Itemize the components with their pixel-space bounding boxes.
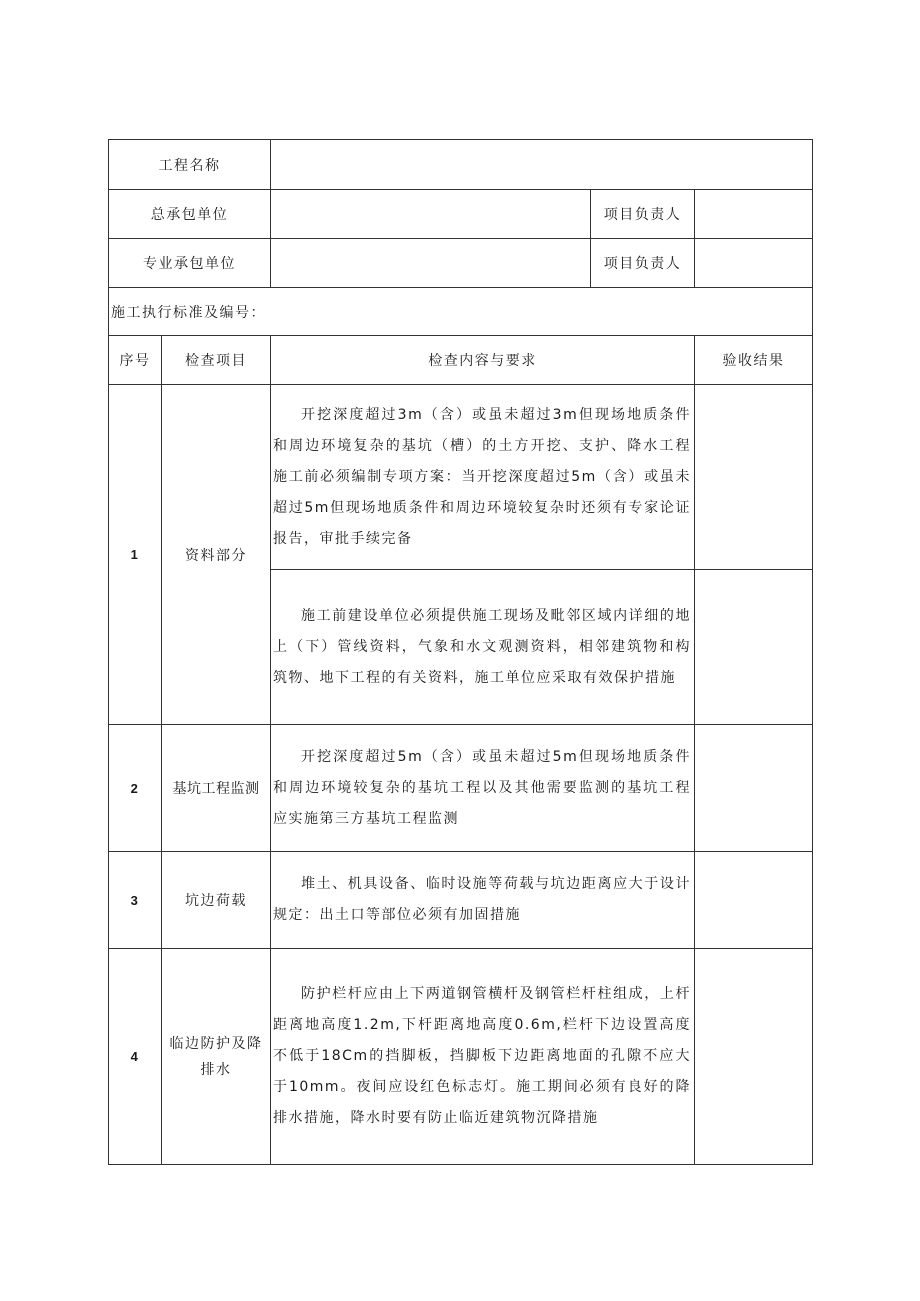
specialty-manager-label: 项目负责人 — [591, 239, 695, 288]
general-contractor-value[interactable] — [271, 190, 591, 239]
content-text: 开挖深度超过3m（含）或虽未超过3m但现场地质条件和周边环境复杂的基坑（槽）的土方开挖、支护、降水工程施工前必须编制专项方案：当开挖深度超过5m（含）或虽未超过5m但现场地质条件和周边环境较复杂时还须有专家论证报告，审批手续完备 — [273, 406, 691, 547]
table-row — [109, 385, 813, 570]
row-result[interactable] — [695, 725, 813, 852]
specialty-contractor-label: 专业承包单位 — [109, 239, 271, 288]
content-text: 堆土、机具设备、临时设施等荷载与坑边距离应大于设计规定：出土口等部位必须有加固措施 — [273, 876, 691, 923]
row-result[interactable] — [695, 570, 813, 725]
specialty-contractor-value[interactable] — [271, 239, 591, 288]
general-manager-label: 项目负责人 — [591, 190, 695, 239]
specialty-manager-value[interactable] — [695, 239, 813, 288]
row-content — [271, 949, 695, 1165]
row-item: 资料部分 — [162, 385, 271, 725]
row-result[interactable] — [695, 852, 813, 949]
inspection-form-table — [108, 139, 813, 1165]
row-seq: 1 — [109, 385, 162, 725]
row-seq: 4 — [109, 949, 162, 1165]
row-content — [271, 385, 695, 570]
row-item: 坑边荷载 — [162, 852, 271, 949]
col-content-header: 检查内容与要求 — [271, 336, 695, 385]
general-contractor-label: 总承包单位 — [109, 190, 271, 239]
standard-label[interactable]: 施工执行标准及编号： — [109, 288, 813, 336]
content-text: 防护栏杆应由上下两道钢管横杆及钢管栏杆柱组成，上杆距离地高度1.2m,下杆距离地高度0.6m,栏杆下边设置高度不低于18Cm的挡脚板，挡脚板下边距离地面的孔隙不应大于10mm。夜间应设红色标志灯。施工期间必须有良好的降排水措施，降水时要有防止临近建筑物沉降措施 — [273, 986, 691, 1126]
row-seq: 2 — [109, 725, 162, 852]
project-name-label: 工程名称 — [109, 140, 271, 190]
project-name-value[interactable] — [271, 140, 813, 190]
standard-row — [109, 288, 813, 336]
table-row — [109, 852, 813, 949]
general-contractor-row — [109, 190, 813, 239]
row-item: 基坑工程监测 — [162, 725, 271, 852]
row-item: 临边防护及降排水 — [162, 949, 271, 1165]
row-content — [271, 852, 695, 949]
row-content — [271, 725, 695, 852]
row-result[interactable] — [695, 385, 813, 570]
col-result-header: 验收结果 — [695, 336, 813, 385]
table-row — [109, 725, 813, 852]
row-content — [271, 570, 695, 725]
column-header-row — [109, 336, 813, 385]
row-seq: 3 — [109, 852, 162, 949]
table-row — [109, 949, 813, 1165]
content-text: 施工前建设单位必须提供施工现场及毗邻区域内详细的地上（下）管线资料，气象和水文观测资料，相邻建筑物和构筑物、地下工程的有关资料，施工单位应采取有效保护措施 — [273, 607, 691, 686]
specialty-contractor-row — [109, 239, 813, 288]
col-item-header: 检查项目 — [162, 336, 271, 385]
general-manager-value[interactable] — [695, 190, 813, 239]
col-seq-header: 序号 — [109, 336, 162, 385]
project-name-row — [109, 140, 813, 190]
content-text: 开挖深度超过5m（含）或虽未超过5m但现场地质条件和周边环境较复杂的基坑工程以及其他需要监测的基坑工程应实施第三方基坑工程监测 — [273, 748, 691, 827]
row-result[interactable] — [695, 949, 813, 1165]
